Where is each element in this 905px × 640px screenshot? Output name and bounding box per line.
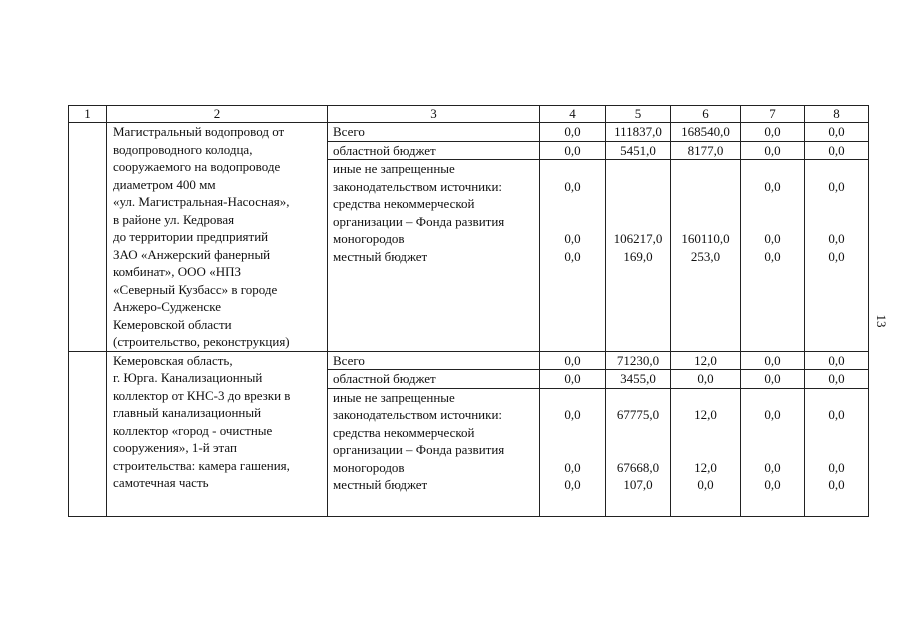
description-line: в районе ул. Кедровая [113, 211, 235, 227]
value-cell: 0,0 [741, 123, 805, 142]
table-row-total [69, 123, 869, 142]
value-line [540, 389, 605, 407]
value-cell: 8177,0 [671, 141, 741, 160]
value-line: 0,0 [564, 407, 581, 422]
table-row-total [69, 351, 869, 370]
value-line [606, 213, 670, 231]
source-line: средства некоммерческой [333, 196, 475, 211]
description-line: коллектор «город - очистные [113, 422, 273, 438]
description-line: диаметром 400 мм [113, 176, 216, 192]
value-line: 0,0 [764, 407, 781, 422]
value-cell: 0,0 [540, 123, 606, 142]
header-col-5: 5 [606, 106, 671, 123]
table-body [69, 123, 869, 517]
description-line: коллектор от КНС-3 до врезки в [113, 387, 291, 403]
value-cell: 168540,0 [671, 123, 741, 142]
description-line: самотечная часть [113, 475, 209, 490]
value-line: 0,0 [764, 231, 781, 246]
value-line [671, 178, 740, 196]
value-line: 0,0 [828, 231, 845, 246]
description-line: (строительство, реконструкция) [113, 334, 290, 349]
value-line [741, 441, 804, 459]
value-cell [671, 160, 741, 352]
description-line: «Северный Кузбасс» в городе [113, 281, 278, 297]
value-line [606, 195, 670, 213]
source-line: законодательством источники: [333, 178, 503, 194]
value-cell [606, 160, 671, 352]
value-line [540, 441, 605, 459]
header-col-3: 3 [328, 106, 540, 123]
header-col-2: 2 [107, 106, 328, 123]
source-regional-label: областной бюджет [328, 141, 540, 160]
value-line [805, 160, 868, 178]
source-line: моногородов [333, 459, 405, 475]
value-cell [805, 388, 869, 516]
value-line: 0,0 [764, 178, 781, 194]
value-cell: 0,0 [805, 351, 869, 370]
value-cell [741, 160, 805, 352]
header-col-1: 1 [69, 106, 107, 123]
value-cell [606, 388, 671, 516]
value-line [540, 424, 605, 442]
value-line [805, 213, 868, 231]
value-line: 0,0 [828, 459, 845, 475]
value-line [606, 178, 670, 196]
source-line: местный бюджет [333, 248, 428, 264]
object-description-cell [107, 123, 328, 352]
description-line: Магистральный водопровод от [113, 124, 285, 139]
object-description-cell [107, 351, 328, 516]
header-row [69, 106, 869, 123]
source-other-label [328, 160, 540, 352]
value-cell: 5451,0 [606, 141, 671, 160]
value-line: 67775,0 [616, 407, 660, 422]
value-cell [741, 388, 805, 516]
value-cell: 0,0 [805, 370, 869, 389]
value-cell: 0,0 [741, 141, 805, 160]
value-line [540, 160, 605, 178]
source-line: средства некоммерческой [333, 424, 475, 440]
row-number-cell [69, 351, 107, 516]
value-cell: 71230,0 [606, 351, 671, 370]
value-cell: 0,0 [805, 123, 869, 142]
description-line: до территории предприятий [113, 229, 269, 244]
value-line [540, 195, 605, 213]
value-line [741, 424, 804, 442]
value-cell: 3455,0 [606, 370, 671, 389]
value-line [671, 441, 740, 459]
source-total-label: Всего [328, 123, 540, 142]
value-line: 0,0 [828, 407, 845, 422]
value-line [671, 389, 740, 407]
value-cell: 0,0 [540, 351, 606, 370]
value-cell: 0,0 [805, 141, 869, 160]
value-line: 0,0 [564, 459, 581, 475]
value-line: 0,0 [564, 248, 581, 264]
description-line: строительства: камера гашения, [113, 457, 290, 473]
budget-table [68, 105, 869, 517]
value-cell: 12,0 [671, 351, 741, 370]
value-line: 160110,0 [681, 231, 730, 246]
value-line [805, 424, 868, 442]
page-number: 13 [874, 314, 889, 328]
value-cell [540, 388, 606, 516]
value-cell [540, 160, 606, 352]
source-total-label: Всего [328, 351, 540, 370]
value-line: 0,0 [764, 459, 781, 475]
description-line: Анжеро-Судженске [113, 299, 221, 314]
value-line [741, 160, 804, 178]
source-line: иные не запрещенные [333, 389, 455, 405]
value-line [671, 195, 740, 213]
value-cell: 111837,0 [606, 123, 671, 142]
row-number-cell [69, 123, 107, 352]
value-line: 0,0 [564, 477, 581, 492]
header-col-4: 4 [540, 106, 606, 123]
value-line: 0,0 [764, 248, 781, 264]
value-cell: 0,0 [671, 370, 741, 389]
value-line [741, 389, 804, 407]
description-line: сооружаемого на водопроводе [113, 159, 281, 174]
value-line: 0,0 [697, 477, 714, 492]
value-line: 107,0 [623, 477, 653, 492]
source-other-label [328, 388, 540, 516]
description-line: Кемеровская область, [113, 352, 233, 368]
description-line: Кемеровской области [113, 316, 232, 332]
value-line [606, 441, 670, 459]
header-col-7: 7 [741, 106, 805, 123]
value-line [805, 195, 868, 213]
value-cell [671, 388, 741, 516]
value-cell: 0,0 [741, 351, 805, 370]
description-line: г. Юрга. Канализационный [113, 370, 263, 385]
value-cell [805, 160, 869, 352]
source-regional-label: областной бюджет [328, 370, 540, 389]
value-cell: 0,0 [741, 370, 805, 389]
description-line: ЗАО «Анжерский фанерный [113, 246, 271, 262]
value-line [805, 441, 868, 459]
value-line [741, 213, 804, 231]
description-line: сооружения», 1-й этап [113, 440, 237, 455]
description-line: «ул. Магистральная-Насосная», [113, 194, 290, 209]
source-line: местный бюджет [333, 477, 428, 492]
source-line: организации – Фонда развития [333, 442, 505, 457]
header-col-6: 6 [671, 106, 741, 123]
value-line: 12,0 [694, 407, 717, 422]
value-line [671, 213, 740, 231]
value-line: 169,0 [623, 248, 653, 264]
value-line [606, 160, 670, 178]
value-line [606, 424, 670, 442]
description-line: комбинат», ООО «НПЗ [113, 264, 241, 279]
value-line: 0,0 [764, 477, 781, 492]
value-line [671, 160, 740, 178]
value-line: 0,0 [828, 178, 845, 194]
description-line: главный канализационный [113, 405, 262, 420]
value-line: 0,0 [564, 178, 581, 194]
source-line: законодательством источники: [333, 407, 503, 422]
value-line: 12,0 [694, 459, 717, 475]
source-line: моногородов [333, 231, 405, 246]
source-line: иные не запрещенные [333, 161, 455, 176]
value-cell: 0,0 [540, 370, 606, 389]
value-line [540, 213, 605, 231]
value-line: 106217,0 [613, 231, 663, 246]
value-line: 67668,0 [616, 459, 660, 475]
description-line: водопроводного колодца, [113, 141, 253, 157]
value-line: 253,0 [690, 248, 721, 264]
value-line [741, 195, 804, 213]
value-line [671, 424, 740, 442]
value-line [606, 389, 670, 407]
source-line: организации – Фонда развития [333, 213, 505, 229]
value-line [805, 389, 868, 407]
value-line: 0,0 [828, 248, 845, 264]
header-col-8: 8 [805, 106, 869, 123]
value-cell: 0,0 [540, 141, 606, 160]
value-line: 0,0 [828, 477, 845, 492]
value-line: 0,0 [564, 231, 581, 246]
